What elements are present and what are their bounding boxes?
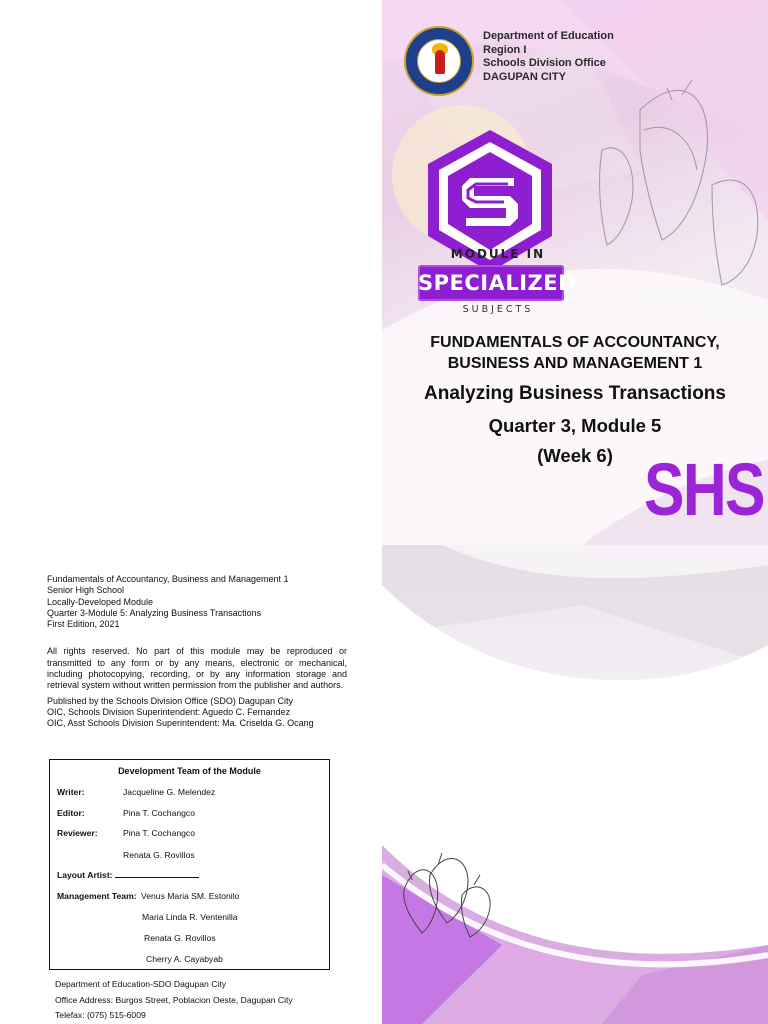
sdo-footer — [55, 977, 293, 1024]
subjects-label: SUBJECTS — [462, 304, 534, 315]
office-line: Schools Division Office — [483, 57, 606, 69]
writer-row — [57, 787, 216, 797]
info-line: Quarter 3-Module 5: Analyzing Business Transactions — [47, 607, 262, 618]
deped-seal-logo — [404, 26, 474, 96]
reviewer-name: Pina T. Cochangco — [123, 828, 195, 838]
info-line: Locally-Developed Module — [47, 596, 154, 607]
subject-title-line-1: FUNDAMENTALS OF ACCOUNTANCY, — [430, 334, 720, 351]
office-line: Department of Education — [483, 30, 614, 42]
published-line: Published by the Schools Division Office (SDO) Dagupan City — [47, 695, 293, 706]
reviewer-label: Reviewer: — [57, 828, 98, 838]
front-cover — [382, 0, 768, 545]
module-in-label: MODULE IN — [450, 247, 546, 261]
management-member: Renata G. Rovillos — [144, 933, 216, 943]
office-line: DAGUPAN CITY — [483, 70, 566, 83]
management-member: Maria Linda R. Ventenilla — [142, 912, 238, 922]
writer-label: Writer: — [57, 787, 85, 797]
management-member: Cherry A. Cayabyab — [146, 954, 223, 964]
reviewer-name: Renata G. Rovillos — [123, 850, 195, 860]
management-label: Management Team: — [57, 891, 137, 901]
development-team-box — [49, 759, 330, 970]
published-info — [47, 696, 347, 730]
layout-artist-row — [57, 870, 199, 880]
published-line: OIC, Asst Schools Division Superintendent: Ma. Criselda G. Ocang — [47, 718, 314, 729]
info-line: Fundamentals of Accountancy, Business and Management 1 — [47, 574, 289, 584]
footer-line: Office Address: Burgos Street, Poblacion Oeste, Dagupan City — [55, 994, 293, 1005]
back-cover — [382, 545, 768, 1024]
published-line: OIC, Schools Division Superintendent: Aguedo C. Fernandez — [47, 706, 291, 717]
back-cover-art — [382, 545, 768, 1024]
subject-title-line-2: BUSINESS AND MANAGEMENT 1 — [447, 355, 703, 372]
quarter-module: Quarter 3, Module 5 — [488, 415, 662, 436]
office-header — [483, 30, 614, 84]
footer-line: Department of Education-SDO Dagupan City — [55, 979, 227, 989]
info-line: Senior High School — [47, 585, 125, 596]
copyright-page — [47, 574, 347, 730]
layout-artist-blank — [115, 870, 199, 878]
week-label: (Week 6) — [537, 445, 613, 466]
lesson-title: Analyzing Business Transactions — [424, 383, 726, 404]
editor-name: Pina T. Cochangco — [123, 808, 195, 818]
module-info — [47, 574, 347, 630]
rights-statement: All rights reserved. No part of this module may be reproduced or transmitted to any form or by any means, electronic or mechanical, including photocopying, recording, or by any information storage and retrieval system without written permission from the publisher and authors. — [47, 646, 347, 691]
layout-artist-label: Layout Artist: — [57, 870, 113, 880]
editor-row — [57, 808, 195, 818]
management-member: Venus Maria SM. Estonilo — [140, 891, 240, 901]
shs-badge: SHS — [644, 448, 764, 531]
footer-line: Telefax: (075) 515-6009 — [55, 1010, 146, 1020]
writer-name: Jacqueline G. Melendez — [123, 787, 216, 797]
team-heading: Development Team of the Module — [118, 766, 261, 776]
editor-label: Editor: — [57, 808, 85, 818]
info-line: First Edition, 2021 — [47, 619, 120, 630]
specialized-banner: SPECIALIZED — [418, 265, 564, 301]
management-row — [57, 891, 239, 901]
office-line: Region I — [483, 43, 527, 56]
reviewer-row — [57, 828, 195, 838]
